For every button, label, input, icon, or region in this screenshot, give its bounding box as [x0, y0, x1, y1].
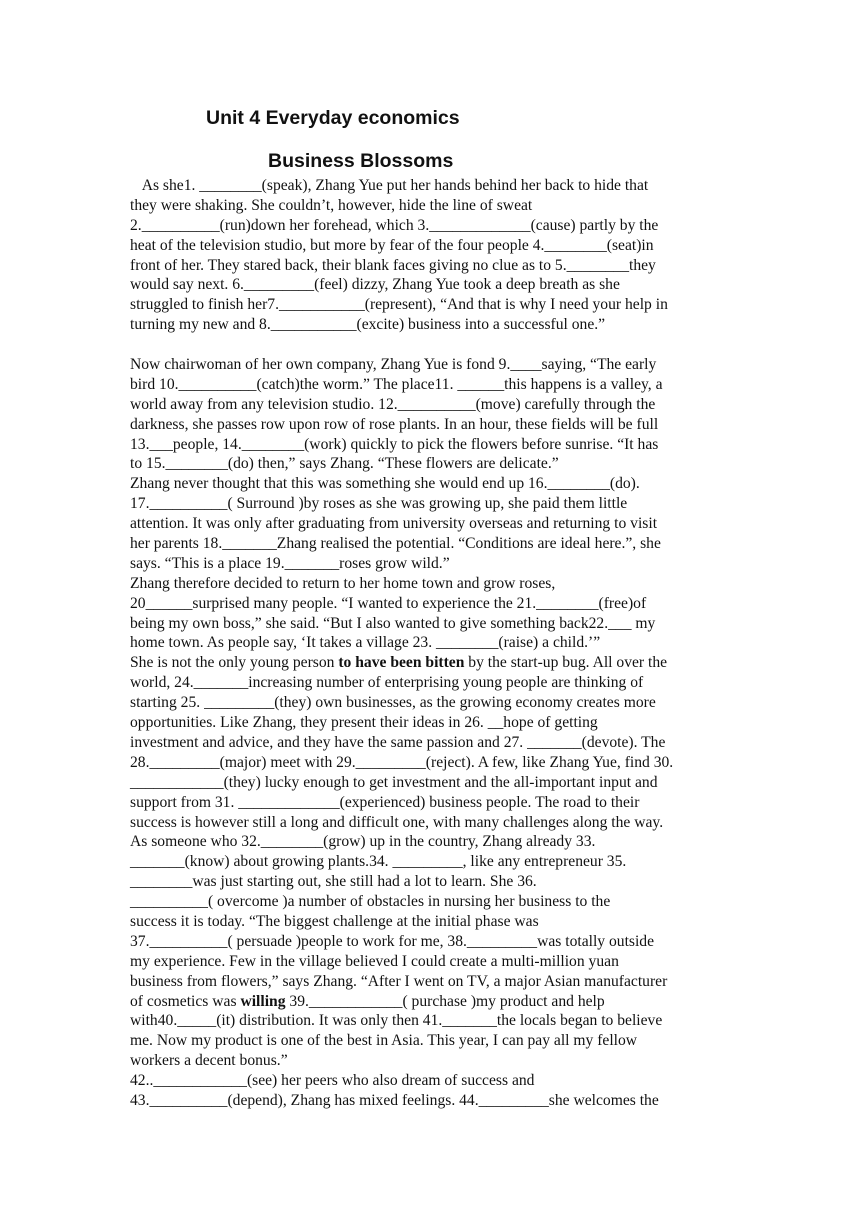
- passage-line: of cosmetics was willing 39.____________( purchase )my product and help: [130, 992, 605, 1010]
- passage-text: [130, 176, 740, 1111]
- passage-line: me. Now my product is one of the best in Asia. This year, I can pay all my fellow: [130, 1032, 638, 1050]
- passage-line: workers a decent bonus.”: [130, 1052, 288, 1070]
- passage-line: business from flowers,” says Zhang. “After I went on TV, a major Asian manufacturer: [130, 972, 668, 990]
- passage-line: bird 10.__________(catch)the worm.” The place11. ______this happens is a valley, a: [130, 375, 663, 393]
- passage-line: to 15.________(do) then,” says Zhang. “These flowers are delicate.”: [130, 455, 559, 473]
- passage-line: 37.__________( persuade )people to work for me, 38._________was totally outside: [130, 932, 655, 950]
- passage-line: her parents 18._______Zhang realised the potential. “Conditions are ideal here.”, she: [130, 535, 661, 553]
- passage-line: being my own boss,” she said. “But I also wanted to give something back22.___ my: [130, 614, 656, 632]
- passage-line: _______(know) about growing plants.34. _________, like any entrepreneur 35.: [130, 853, 627, 871]
- passage-line: world, 24._______increasing number of enterprising young people are thinking of: [130, 674, 644, 692]
- passage-line: support from 31. _____________(experienced) business people. The road to their: [130, 793, 640, 811]
- passage-line: [130, 335, 740, 355]
- passage-line: Zhang therefore decided to return to her home town and grow roses,: [130, 574, 556, 592]
- passage-line: 42..____________(see) her peers who also dream of success and: [130, 1072, 535, 1090]
- passage-line: attention. It was only after graduating from university overseas and returning to visit: [130, 515, 658, 533]
- passage-line: says. “This is a place 19._______roses grow wild.”: [130, 554, 450, 572]
- passage-line: would say next. 6._________(feel) dizzy, Zhang Yue took a deep breath as she: [130, 276, 620, 294]
- passage-line: darkness, she passes row upon row of rose plants. In an hour, these fields will be full: [130, 415, 659, 433]
- passage-line: 13.___people, 14.________(work) quickly to pick the flowers before sunrise. “It has: [130, 435, 659, 453]
- passage-line: turning my new and 8.___________(excite) business into a successful one.”: [130, 316, 606, 334]
- passage-line: Now chairwoman of her own company, Zhang Yue is fond 9.____saying, “The early: [130, 356, 657, 374]
- passage-line: with40._____(it) distribution. It was only then 41._______the locals began to believe: [130, 1012, 663, 1030]
- passage-line: investment and advice, and they have the same passion and 27. _______(devote). The: [130, 733, 666, 751]
- passage-line: they were shaking. She couldn’t, however, hide the line of sweat: [130, 196, 533, 214]
- passage-line: front of her. They stared back, their blank faces giving no clue as to 5.________they: [130, 256, 656, 274]
- passage-line: struggled to finish her7.___________(represent), “And that is why I need your help in: [130, 296, 668, 314]
- passage-line: success is however still a long and difficult one, with many challenges along the way.: [130, 813, 664, 831]
- passage-line: success it is today. “The biggest challenge at the initial phase was: [130, 912, 539, 930]
- passage-line: 43.__________(depend), Zhang has mixed feelings. 44._________she welcomes the: [130, 1091, 659, 1109]
- passage-line: She is not the only young person to have been bitten by the start-up bug. All over the: [130, 654, 668, 672]
- passage-line: __________( overcome )a number of obstacles in nursing her business to the: [130, 893, 611, 911]
- passage-line: Zhang never thought that this was something she would end up 16.________(do).: [130, 475, 640, 493]
- passage-line: 17.__________( Surround )by roses as she was growing up, she paid them little: [130, 495, 628, 513]
- passage-line: starting 25. _________(they) own businesses, as the growing economy creates more: [130, 694, 656, 712]
- passage-line: heat of the television studio, but more by fear of the four people 4.________(seat)in: [130, 236, 654, 254]
- passage-line: opportunities. Like Zhang, they present their ideas in 26. __hope of getting: [130, 714, 598, 732]
- passage-line: As she1. ________(speak), Zhang Yue put her hands behind her back to hide that: [130, 177, 649, 194]
- passage-line: 28._________(major) meet with 29._________(reject). A few, like Zhang Yue, find 30.: [130, 753, 674, 771]
- unit-title: Unit 4 Everyday economics: [206, 107, 460, 129]
- passage-line: 20______surprised many people. “I wanted to experience the 21.________(free)of: [130, 594, 647, 612]
- passage-line: ____________(they) lucky enough to get investment and the all-important input and: [130, 773, 658, 791]
- passage-line: world away from any television studio. 12.__________(move) carefully through the: [130, 395, 656, 413]
- passage-line: As someone who 32.________(grow) up in the country, Zhang already 33.: [130, 833, 596, 851]
- passage-line: home town. As people say, ‘It takes a village 23. ________(raise) a child.’”: [130, 634, 601, 652]
- passage-line: 2.__________(run)down her forehead, which 3._____________(cause) partly by the: [130, 216, 659, 234]
- story-title: Business Blossoms: [268, 150, 454, 172]
- passage-line: ________was just starting out, she still had a lot to learn. She 36.: [130, 873, 537, 891]
- passage-line: my experience. Few in the village believed I could create a multi-million yuan: [130, 952, 619, 970]
